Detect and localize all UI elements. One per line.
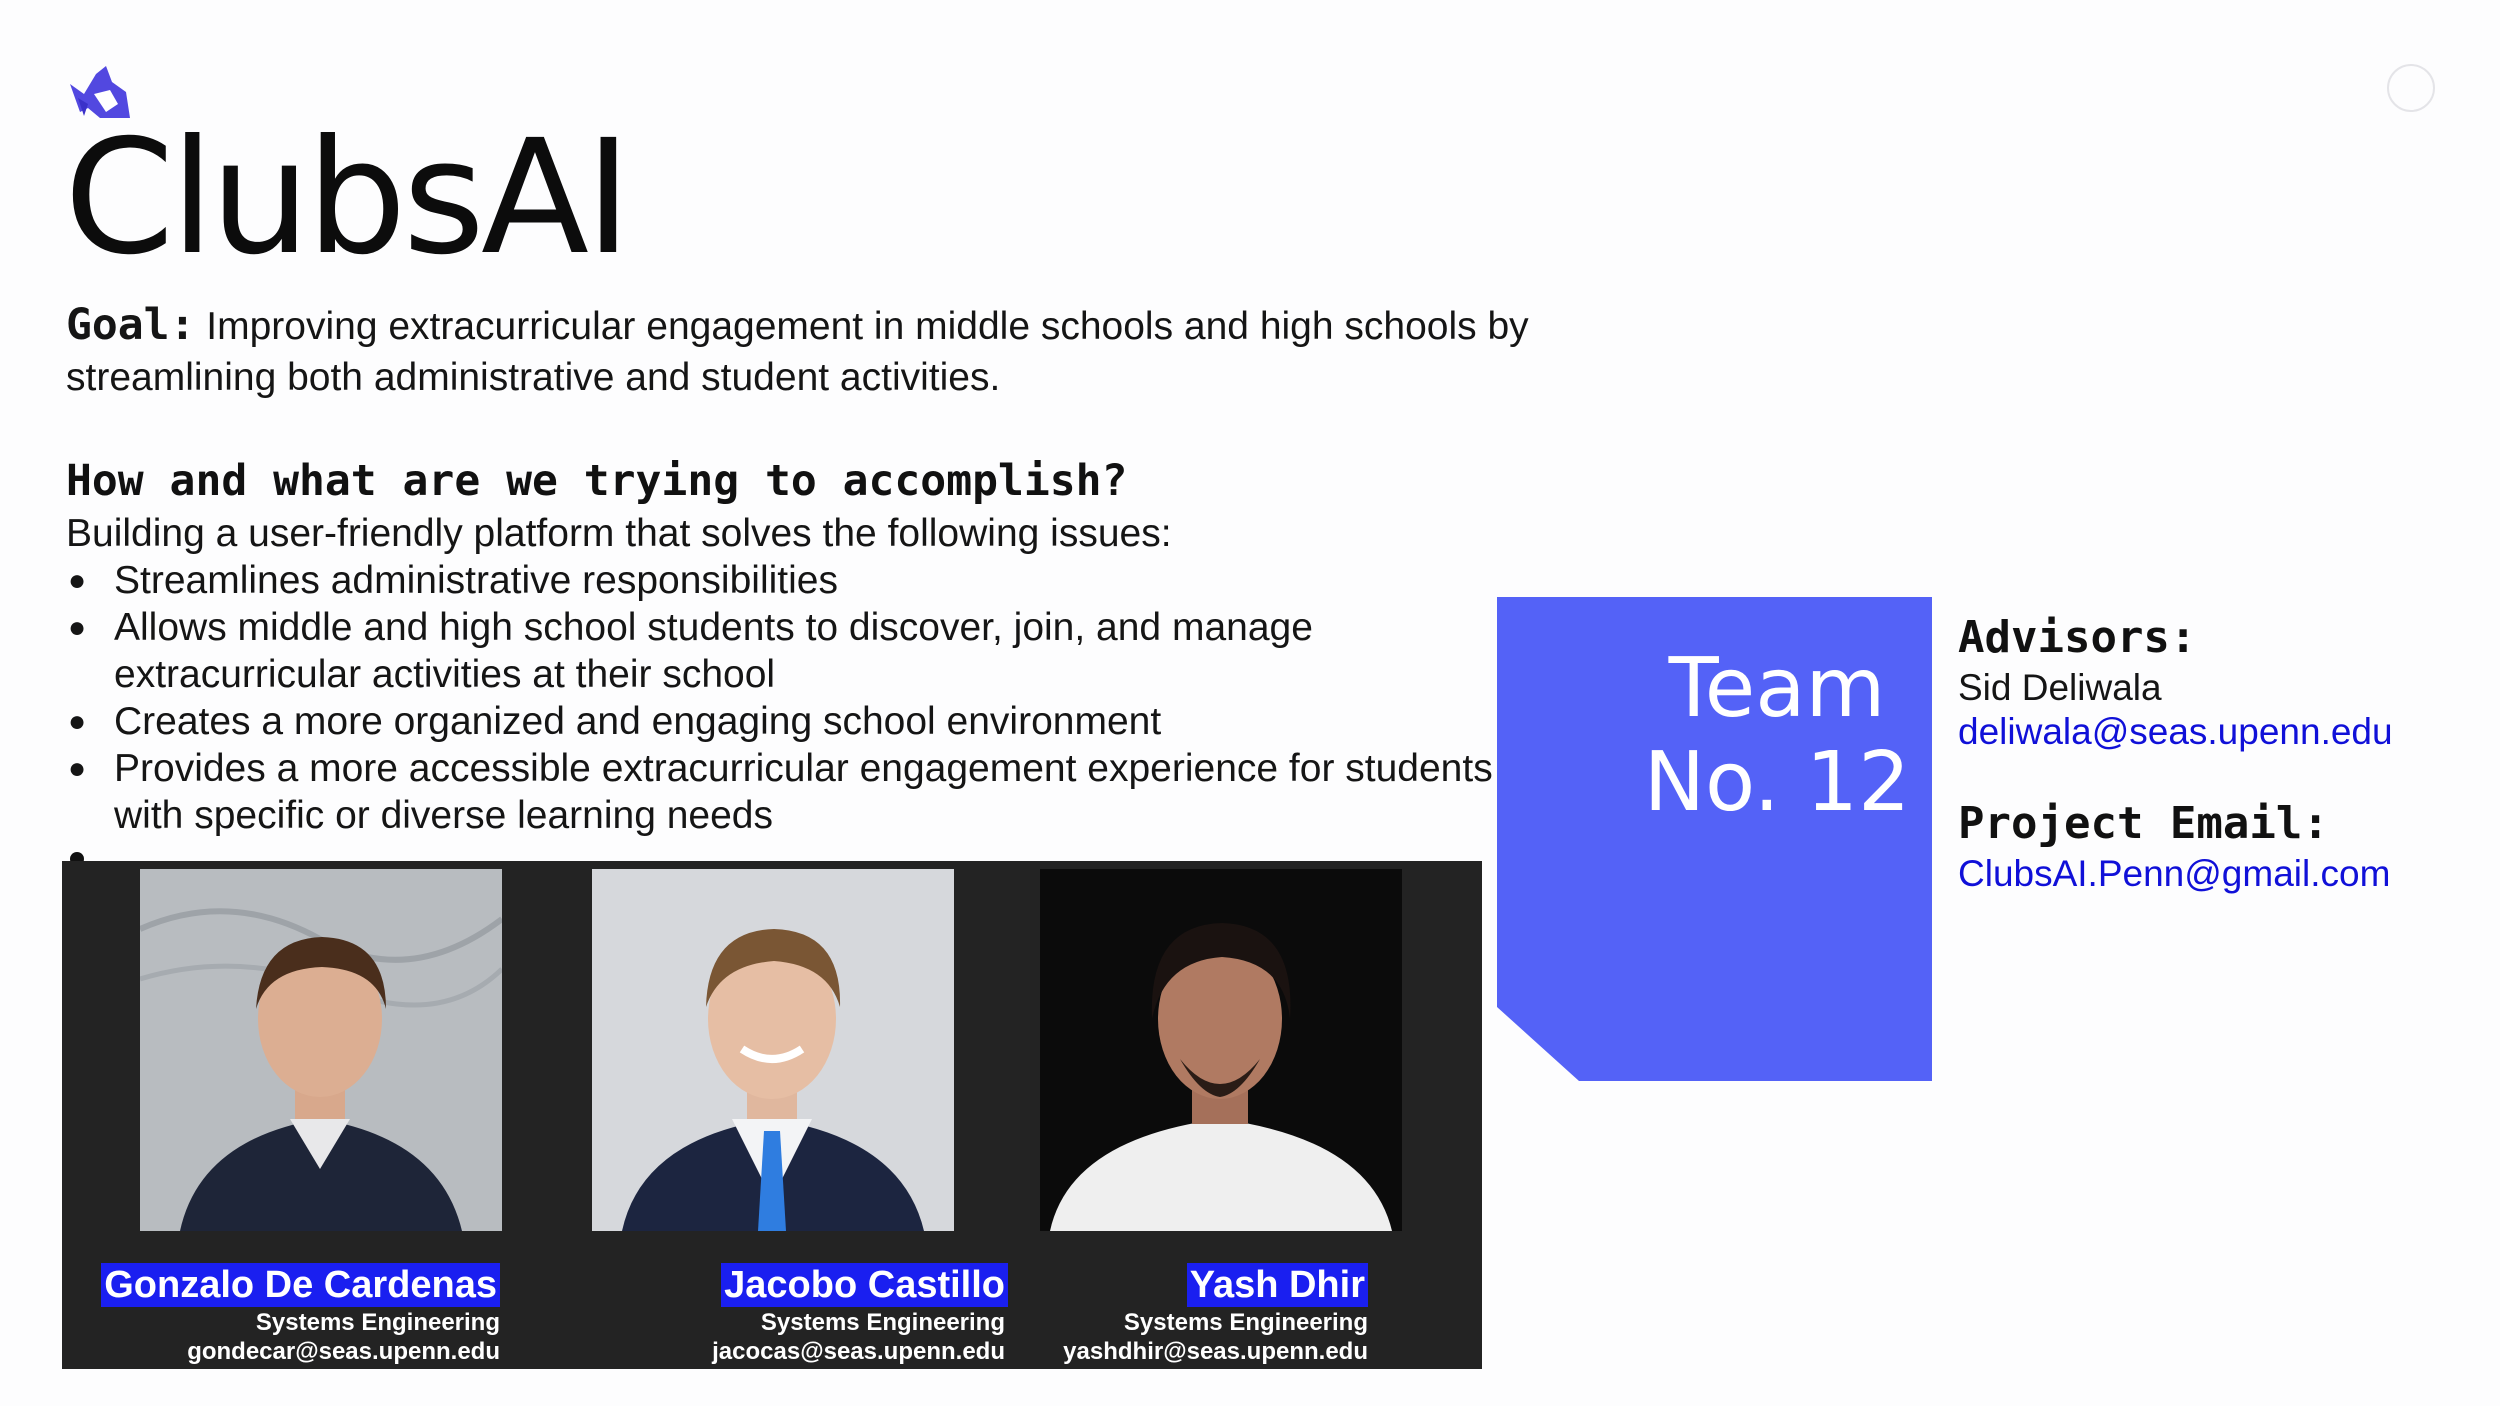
member-name: Gonzalo De Cardenas: [101, 1263, 500, 1307]
member-photo: [1040, 869, 1402, 1231]
member-name: Jacobo Castillo: [721, 1263, 1008, 1307]
goal-label: Goal:: [66, 300, 196, 350]
project-email-heading: Project Email:: [1958, 798, 2329, 849]
team-photo-panel: [62, 861, 1482, 1369]
member-email: yashdhir@seas.upenn.edu: [1063, 1338, 1368, 1365]
project-email-link[interactable]: ClubsAI.Penn@gmail.com: [1958, 853, 2391, 894]
member-department: Systems Engineering: [255, 1309, 500, 1336]
bullet-icon: ●: [68, 752, 87, 785]
goal-text: Improving extracurricular engagement in middle schools and high schools by streamlining both administrative and student activities.: [66, 305, 1529, 399]
approach-heading: How and what are we trying to accomplish?: [66, 456, 1128, 506]
approach-intro: Building a user-friendly platform that solves the following issues:: [66, 512, 1172, 555]
circle-indicator-icon: [2387, 64, 2435, 112]
team-member-card: [986, 861, 1456, 1369]
member-email: jacocas@seas.upenn.edu: [712, 1338, 1005, 1365]
contact-info: [1958, 610, 2478, 896]
member-name: Yash Dhir: [1187, 1263, 1368, 1307]
member-email: gondecar@seas.upenn.edu: [187, 1338, 500, 1365]
team-number-block: [1497, 597, 1932, 1081]
team-member-card: [62, 861, 532, 1369]
bullet-icon: ●: [68, 564, 87, 597]
advisor-email-link[interactable]: deliwala@seas.upenn.edu: [1958, 711, 2393, 752]
member-department: Systems Engineering: [760, 1309, 1005, 1336]
list-item: ● Provides a more accessible extracurricular engagement experience for students with specific or diverse learning needs: [68, 747, 1493, 837]
list-item: ● Streamlines administrative responsibilities: [68, 559, 838, 602]
bullet-icon: ●: [68, 705, 87, 738]
advisor-name: Sid Deliwala: [1958, 667, 2162, 708]
issue-list: [66, 557, 1506, 839]
goal-statement: [66, 300, 1626, 403]
list-item: ● Allows middle and high school students to discover, join, and manage extracurricular activities at their school: [68, 606, 1313, 696]
page-title: ClubsAI: [64, 106, 628, 290]
member-department: Systems Engineering: [1123, 1309, 1368, 1336]
member-photo: [592, 869, 954, 1231]
list-item: ● Creates a more organized and engaging school environment: [68, 700, 1162, 743]
team-member-card: [538, 861, 1008, 1369]
team-number-label: Team No. 12: [1643, 641, 1911, 830]
member-photo: [140, 869, 502, 1231]
advisors-heading: Advisors:: [1958, 612, 2197, 663]
bullet-icon: ●: [68, 611, 87, 644]
